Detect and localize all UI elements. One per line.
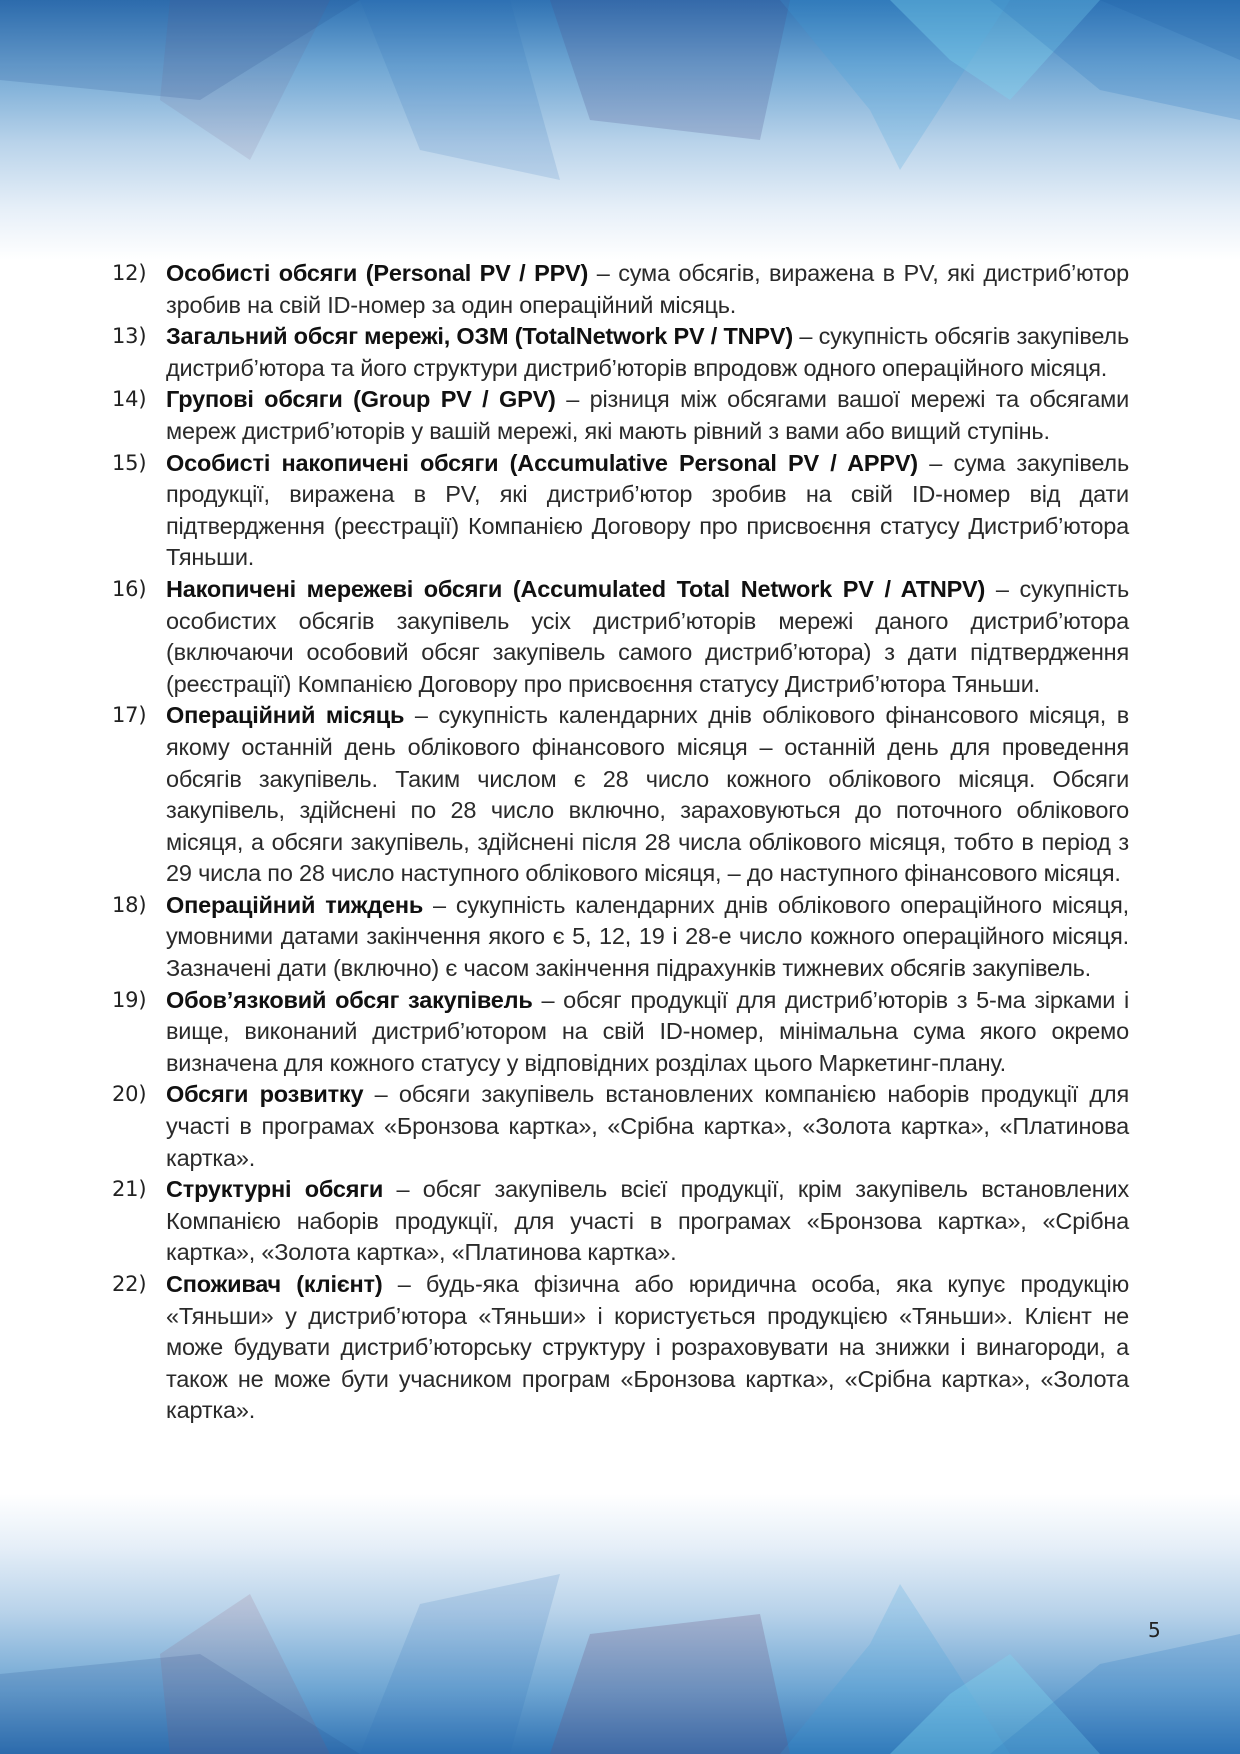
page-number: 5 [1148,1618,1161,1642]
item-number: 15) [112,450,147,475]
item-definition: – сума закупівель продукції, виражена в PV, які дистриб’ютор зробив на свій ID-номер від дати підтвердження (реєстрації) Компанією Договору про присвоєння статусу Дистриб’ютора Тяньши. [166,449,1129,571]
item-term: Споживач (клієнт) [166,1271,383,1297]
item-text [166,384,1129,447]
item-definition: – сукупність календарних днів облікового фінансового місяця, в якому останній день облікового фінансового місяця – останній день для проведення обсягів закупівель. Таким числом є 28 число кожного облікового місяця. Обсяги закупівель, здійснені по 28 число включно, зараховуються до поточного облікового місяця, а обсяги закупівель, здійснені після 28 числа облікового місяця, тобто в період з 29 числа по 28 число наступного облікового місяця, – до наступного фінансового місяця. [166,702,1129,887]
item-term: Операційний місяць [166,702,405,729]
item-definition: – сума обсягів, виражена в PV, які дистриб’ютор зробив на свій ID-номер за один операційний місяць. [166,260,1129,318]
item-definition: – обсяг закупівель всієї продукції, крім закупівель встановлених Компанією наборів продукції, для участі в програмах «Бронзова картка», «Срібна картка», «Золота картка», «Платинова картка». [166,1176,1129,1266]
item-number: 16) [112,576,147,601]
definition-item-16 [112,574,1129,700]
definition-item-15 [112,448,1129,574]
item-definition: – сукупність обсягів закупівель дистриб’ютора та його структури дистриб’юторів впродовж одного операційного місяця. [166,323,1129,381]
item-number: 13) [112,324,147,349]
item-definition: – сукупність особистих обсягів закупівель усіх дистриб’юторів мережі даного дистриб’ютора (включаючи особовий обсяг закупівель самого дистриб’ютора) з дати підтвердження (реєстрації) Компанією Договору про присвоєння статусу Дистриб’ютора Тяньши. [166,575,1129,697]
definition-item-22 [112,1269,1129,1427]
item-number: 20) [112,1082,147,1107]
item-definition: – обсяг продукції для дистриб’юторів з 5-ма зірками і вище, виконаний дистриб’ютором на свій ID-номер, мінімальна сума якого окремо визначена для кожного статусу у відповідних розділах цього Маркетинг-плану. [166,986,1129,1076]
footer-polygon-decoration [0,1494,1240,1754]
definition-item-14 [112,384,1129,447]
definition-item-19 [112,985,1129,1080]
item-text [166,448,1129,574]
definitions-list [112,258,1129,1427]
item-text [166,700,1129,890]
definition-item-18 [112,890,1129,985]
item-term: Операційний тиждень [166,891,424,918]
item-definition: – обсяги закупівель встановлених компанією наборів продукції для участі в програмах «Бронзова картка», «Срібна картка», «Золота картка», «Платинова картка». [166,1081,1129,1171]
item-definition: – різниця між обсягами вашої мережі та обсягами мереж дистриб’юторів у вашій мережі, які мають рівний з вами або вищий ступінь. [166,386,1130,444]
item-number: 17) [112,703,147,728]
item-text [166,321,1129,384]
item-definition: – будь-яка фізична або юридична особа, яка купує продукцію «Тяньши» у дистриб’ютора «Тяньши» і користується продукцією «Тяньши». Клієнт не може будувати дистриб’юторську структуру і розраховувати на знижки і винагороди, а також не може бути учасником програм «Бронзова картка», «Срібна картка», «Золота картка». [166,1271,1129,1424]
item-text [166,1269,1129,1427]
definition-item-20 [112,1079,1129,1174]
item-term: Особисті обсяги (Personal PV / PPV) [166,260,589,286]
item-text [166,258,1129,321]
item-term: Обсяги розвитку [166,1081,364,1108]
item-text [166,985,1129,1080]
item-number: 12) [112,261,147,285]
item-number: 18) [112,892,147,917]
item-number: 19) [112,987,147,1012]
definition-item-12 [112,258,1129,321]
item-definition: – сукупність календарних днів облікового операційного місяця, умовними датами закінчення якого є 5, 12, 19 і 28-е число кожного операційного місяця. Зазначені дати (включно) є часом закінчення підрахунків тижневих обсягів закупівель. [166,891,1129,982]
item-term: Загальний обсяг мережі, ОЗМ (TotalNetwork PV / TNPV) [166,323,793,350]
definition-item-21 [112,1174,1129,1269]
item-term: Структурні обсяги [166,1176,384,1203]
item-term: Обов’язковий обсяг закупівель [166,986,533,1013]
item-text [166,1174,1129,1269]
item-text [166,890,1129,985]
item-term: Групові обсяги (Group PV / GPV) [166,386,556,413]
item-text [166,1079,1129,1174]
item-term: Накопичені мережеві обсяги (Accumulated Total Network PV / ATNPV) [166,575,986,602]
definition-item-17 [112,700,1129,890]
item-text [166,574,1129,700]
header-polygon-decoration [0,0,1240,260]
definition-item-13 [112,321,1129,384]
item-number: 22) [112,1272,147,1296]
item-number: 21) [112,1177,147,1202]
item-number: 14) [112,387,147,412]
item-term: Особисті накопичені обсяги (Accumulative Personal PV / APPV) [166,449,918,476]
